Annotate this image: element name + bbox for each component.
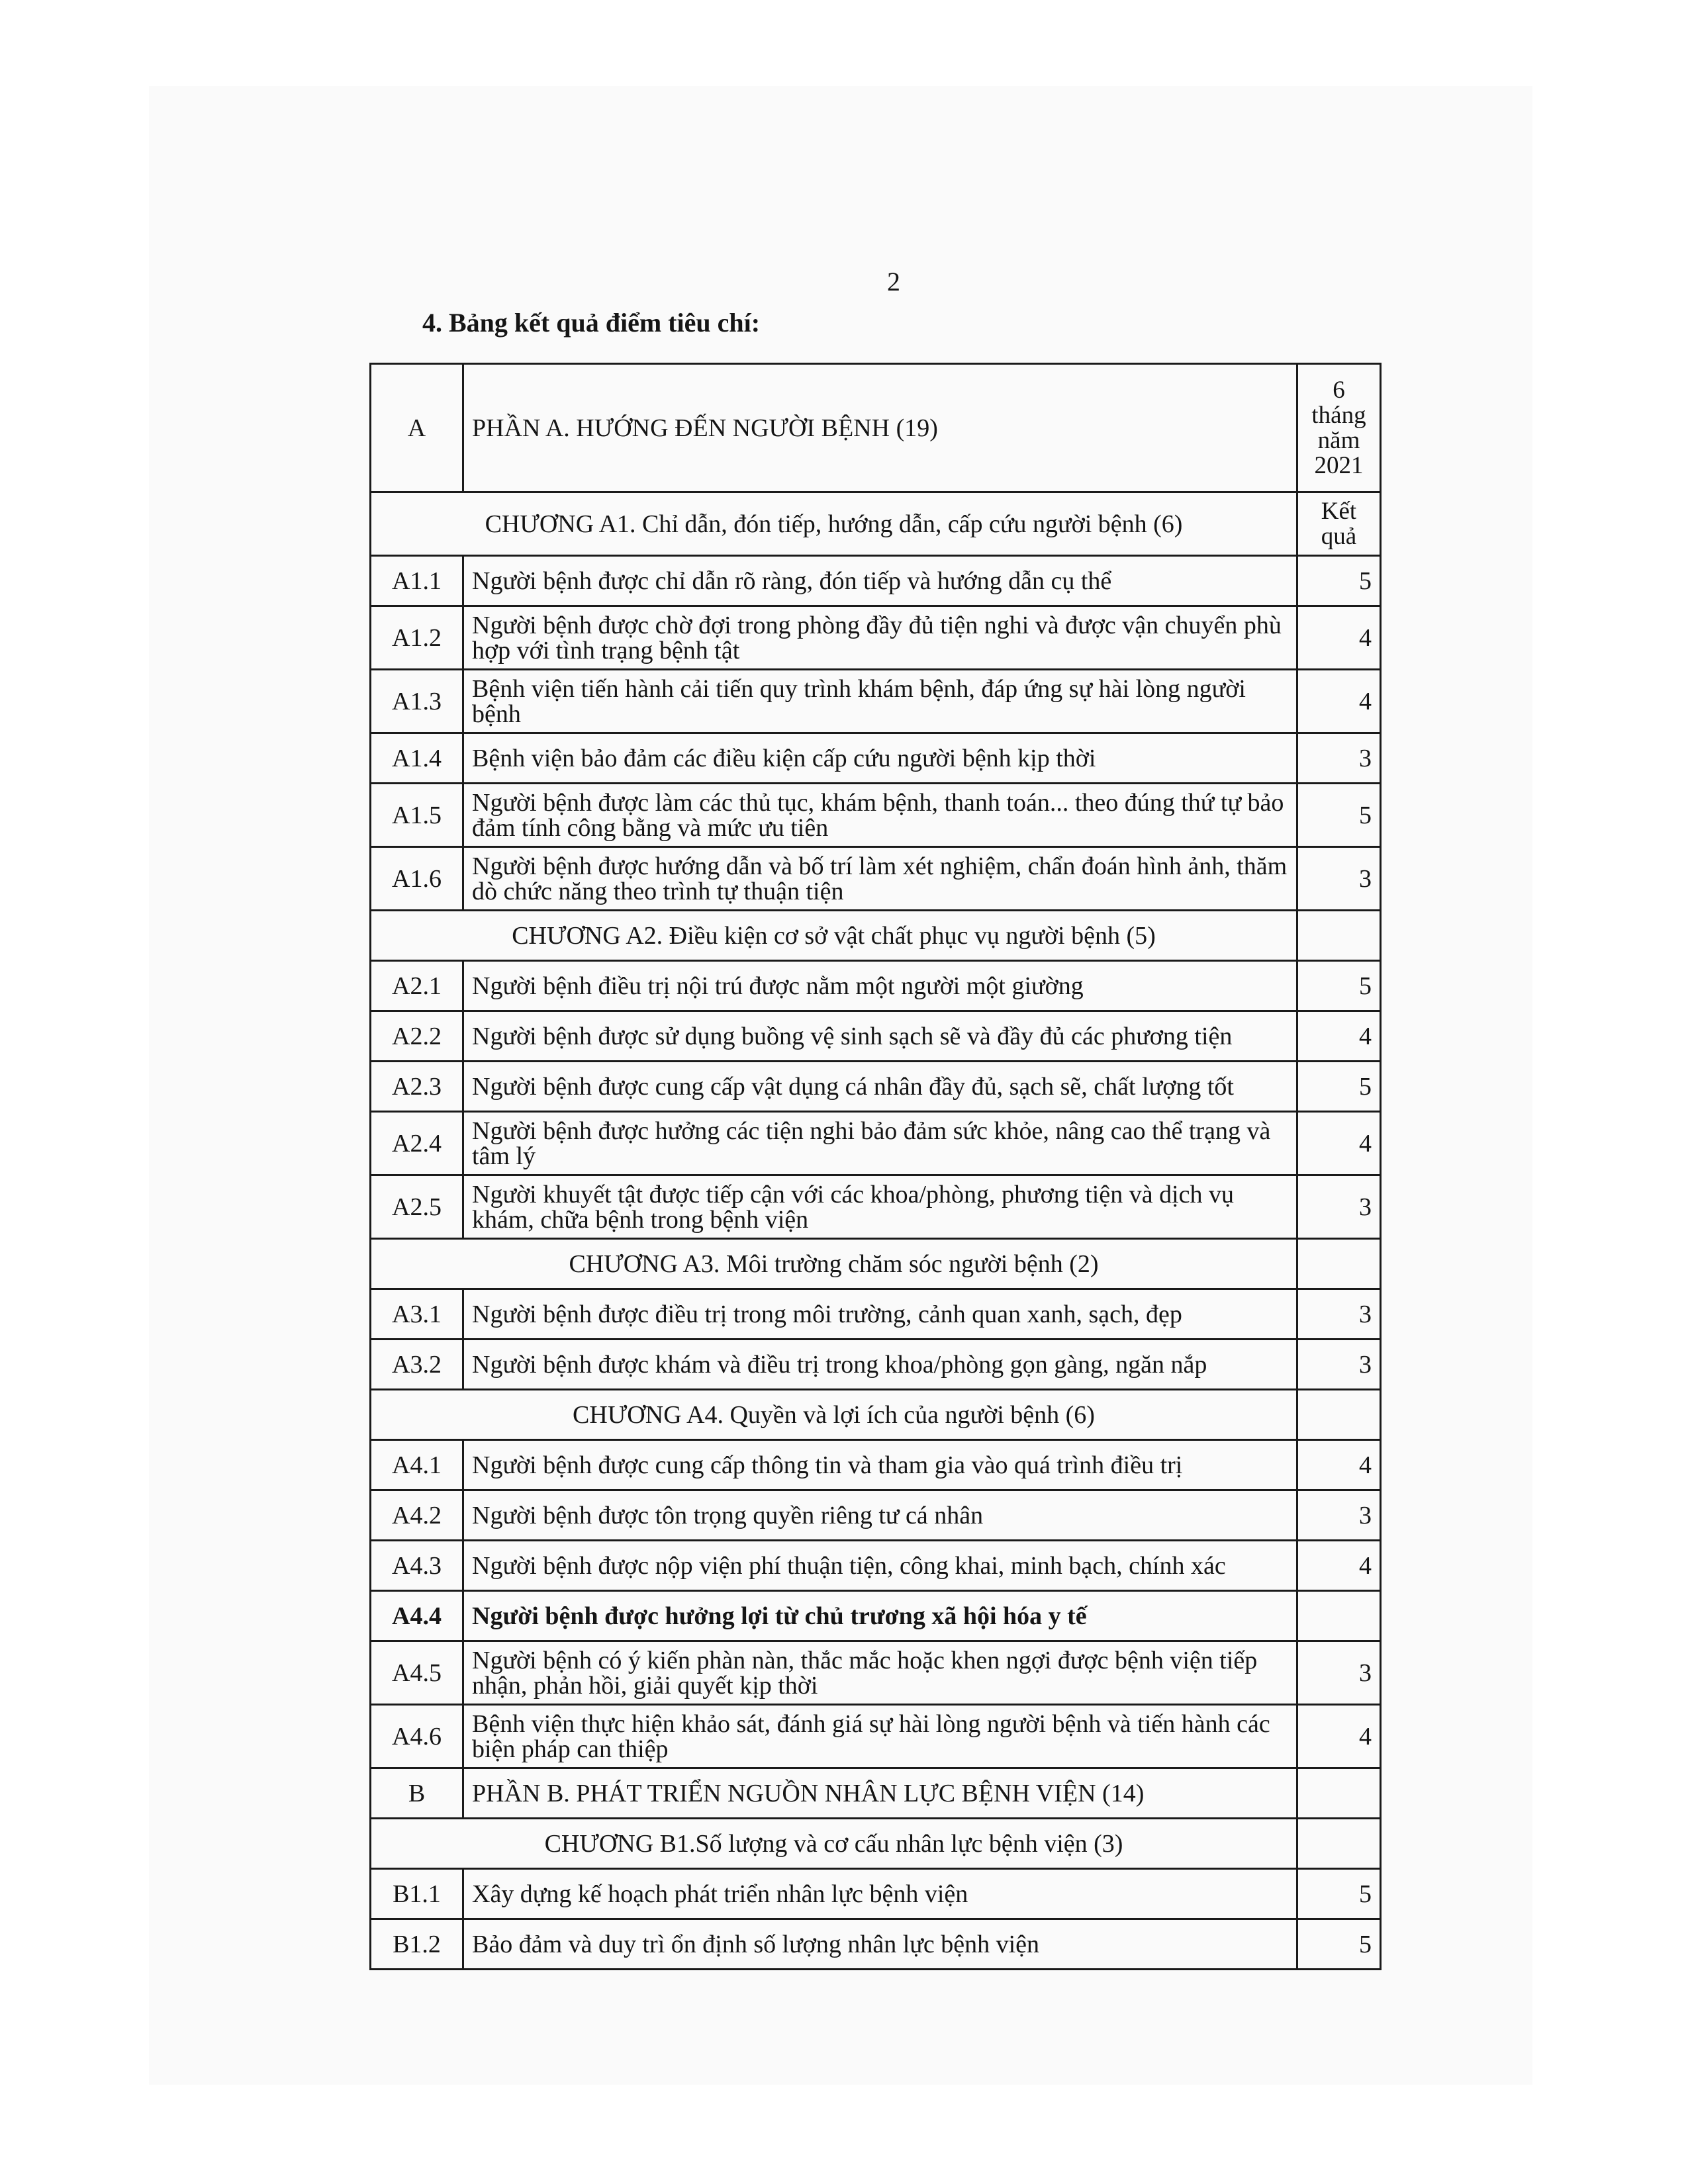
criterion-code: A4.5 (371, 1641, 463, 1705)
part-code: B (371, 1768, 463, 1819)
criterion-text: Người bệnh được chỉ dẫn rõ ràng, đón tiếp và hướng dẫn cụ thể (463, 556, 1297, 606)
criterion-score: 5 (1297, 1919, 1381, 1970)
table-row (371, 847, 1381, 911)
criterion-code: A2.4 (371, 1112, 463, 1175)
part-code: A (371, 364, 463, 492)
criterion-code: A2.2 (371, 1011, 463, 1062)
table-row (371, 1011, 1381, 1062)
criterion-code: A2.5 (371, 1175, 463, 1239)
part-b-header-row (371, 1768, 1381, 1819)
criterion-score: 4 (1297, 1541, 1381, 1591)
criterion-text: Bảo đảm và duy trì ổn định số lượng nhân lực bệnh viện (463, 1919, 1297, 1970)
chapter-title: CHƯƠNG A1. Chỉ dẫn, đón tiếp, hướng dẫn, cấp cứu người bệnh (6) (371, 492, 1297, 556)
criterion-text: Người bệnh được nộp viện phí thuận tiện, công khai, minh bạch, chính xác (463, 1541, 1297, 1591)
table-row (371, 733, 1381, 784)
table-row (371, 784, 1381, 847)
chapter-row (371, 1390, 1381, 1440)
criterion-code: A1.5 (371, 784, 463, 847)
criterion-code: A4.2 (371, 1490, 463, 1541)
criterion-code: A3.1 (371, 1289, 463, 1340)
criterion-score: 3 (1297, 1289, 1381, 1340)
criterion-text: Người bệnh được chờ đợi trong phòng đầy đủ tiện nghi và được vận chuyển phù hợp với tình trạng bệnh tật (463, 606, 1297, 670)
period-header (1297, 364, 1381, 492)
table-row (371, 1340, 1381, 1390)
criterion-text: Người bệnh được làm các thủ tục, khám bệnh, thanh toán... theo đúng thứ tự bảo đảm tính công bằng và mức ưu tiên (463, 784, 1297, 847)
table-row (371, 1869, 1381, 1919)
criterion-code: A4.4 (371, 1591, 463, 1641)
table-row (371, 670, 1381, 733)
criterion-score: 3 (1297, 1175, 1381, 1239)
empty-cell (1297, 1768, 1381, 1819)
result-header (1297, 492, 1381, 556)
part-a-header-row (371, 364, 1381, 492)
period-line: 6 (1333, 376, 1345, 404)
criterion-text: Người bệnh có ý kiến phàn nàn, thắc mắc hoặc khen ngợi được bệnh viện tiếp nhận, phản hồi, giải quyết kịp thời (463, 1641, 1297, 1705)
criterion-score: 5 (1297, 1869, 1381, 1919)
criterion-code: B1.1 (371, 1869, 463, 1919)
empty-cell (1297, 911, 1381, 961)
criterion-score: 4 (1297, 606, 1381, 670)
criterion-code: A1.4 (371, 733, 463, 784)
table-row (371, 1289, 1381, 1340)
chapter-title: CHƯƠNG A3. Môi trường chăm sóc người bệnh (2) (371, 1239, 1297, 1289)
criterion-text: Bệnh viện tiến hành cải tiến quy trình khám bệnh, đáp ứng sự hài lòng người bệnh (463, 670, 1297, 733)
criterion-text: Người bệnh được điều trị trong môi trường, cảnh quan xanh, sạch, đẹp (463, 1289, 1297, 1340)
criterion-score: 5 (1297, 784, 1381, 847)
chapter-title: CHƯƠNG A4. Quyền và lợi ích của người bệnh (6) (371, 1390, 1297, 1440)
criterion-code: A1.3 (371, 670, 463, 733)
criterion-score: 5 (1297, 961, 1381, 1011)
table-row (371, 556, 1381, 606)
chapter-row (371, 1819, 1381, 1869)
chapter-title: CHƯƠNG A2. Điều kiện cơ sở vật chất phục vụ người bệnh (5) (371, 911, 1297, 961)
criterion-score: 5 (1297, 556, 1381, 606)
criterion-score: 4 (1297, 1011, 1381, 1062)
criterion-text: Người bệnh được sử dụng buồng vệ sinh sạch sẽ và đầy đủ các phương tiện (463, 1011, 1297, 1062)
criterion-code: A1.6 (371, 847, 463, 911)
criterion-code: A4.3 (371, 1541, 463, 1591)
empty-cell (1297, 1819, 1381, 1869)
table-row (371, 1062, 1381, 1112)
table-row (371, 1440, 1381, 1490)
criterion-score: 3 (1297, 1340, 1381, 1390)
table-row (371, 1591, 1381, 1641)
criterion-text: Người bệnh được hướng dẫn và bố trí làm xét nghiệm, chẩn đoán hình ảnh, thăm dò chức năng theo trình tự thuận tiện (463, 847, 1297, 911)
table-row (371, 1541, 1381, 1591)
criterion-code: B1.2 (371, 1919, 463, 1970)
criterion-score: 3 (1297, 847, 1381, 911)
empty-cell (1297, 1239, 1381, 1289)
criterion-code: A1.1 (371, 556, 463, 606)
table-row (371, 1112, 1381, 1175)
section-heading: 4. Bảng kết quả điểm tiêu chí: (422, 308, 761, 338)
criterion-text: Người bệnh điều trị nội trú được nằm một người một giường (463, 961, 1297, 1011)
criterion-score: 4 (1297, 1440, 1381, 1490)
table-row (371, 1490, 1381, 1541)
criterion-text: Người bệnh được hưởng lợi từ chủ trương xã hội hóa y tế (463, 1591, 1297, 1641)
criterion-score: 3 (1297, 1641, 1381, 1705)
period-line: 2021 (1314, 451, 1364, 479)
criterion-score (1297, 1591, 1381, 1641)
part-title: PHẦN A. HƯỚNG ĐẾN NGƯỜI BỆNH (19) (463, 364, 1297, 492)
criterion-text: Người bệnh được tôn trọng quyền riêng tư cá nhân (463, 1490, 1297, 1541)
criterion-score: 3 (1297, 1490, 1381, 1541)
criterion-text: Người bệnh được cung cấp thông tin và tham gia vào quá trình điều trị (463, 1440, 1297, 1490)
criterion-score: 3 (1297, 733, 1381, 784)
table-row (371, 606, 1381, 670)
period-line: tháng (1311, 401, 1366, 429)
criterion-code: A2.1 (371, 961, 463, 1011)
table-row (371, 961, 1381, 1011)
criterion-text: Người khuyết tật được tiếp cận với các khoa/phòng, phương tiện và dịch vụ khám, chữa bệnh trong bệnh viện (463, 1175, 1297, 1239)
criterion-text: Người bệnh được hưởng các tiện nghi bảo đảm sức khỏe, nâng cao thể trạng và tâm lý (463, 1112, 1297, 1175)
empty-cell (1297, 1390, 1381, 1440)
criterion-code: A4.6 (371, 1705, 463, 1768)
criterion-code: A4.1 (371, 1440, 463, 1490)
table-row (371, 1641, 1381, 1705)
chapter-row (371, 911, 1381, 961)
chapter-row (371, 492, 1381, 556)
page-number: 2 (887, 267, 900, 296)
criterion-score: 4 (1297, 1705, 1381, 1768)
criterion-score: 4 (1297, 670, 1381, 733)
criterion-code: A2.3 (371, 1062, 463, 1112)
criterion-code: A3.2 (371, 1340, 463, 1390)
criterion-text: Bệnh viện bảo đảm các điều kiện cấp cứu người bệnh kịp thời (463, 733, 1297, 784)
criterion-score: 4 (1297, 1112, 1381, 1175)
period-line: năm (1317, 426, 1360, 454)
table-row (371, 1919, 1381, 1970)
criterion-text: Xây dựng kế hoạch phát triển nhân lực bệnh viện (463, 1869, 1297, 1919)
criteria-score-table (369, 363, 1382, 1970)
part-title: PHẦN B. PHÁT TRIỂN NGUỒN NHÂN LỰC BỆNH VIỆN (14) (463, 1768, 1297, 1819)
chapter-title: CHƯƠNG B1.Số lượng và cơ cấu nhân lực bệnh viện (3) (371, 1819, 1297, 1869)
table-row (371, 1175, 1381, 1239)
result-line: Kết (1321, 497, 1357, 525)
result-line: quả (1321, 522, 1357, 550)
table-row (371, 1705, 1381, 1768)
criterion-text: Người bệnh được khám và điều trị trong khoa/phòng gọn gàng, ngăn nắp (463, 1340, 1297, 1390)
chapter-row (371, 1239, 1381, 1289)
criterion-code: A1.2 (371, 606, 463, 670)
criterion-score: 5 (1297, 1062, 1381, 1112)
criterion-text: Người bệnh được cung cấp vật dụng cá nhân đầy đủ, sạch sẽ, chất lượng tốt (463, 1062, 1297, 1112)
criterion-text: Bệnh viện thực hiện khảo sát, đánh giá sự hài lòng người bệnh và tiến hành các biện pháp can thiệp (463, 1705, 1297, 1768)
